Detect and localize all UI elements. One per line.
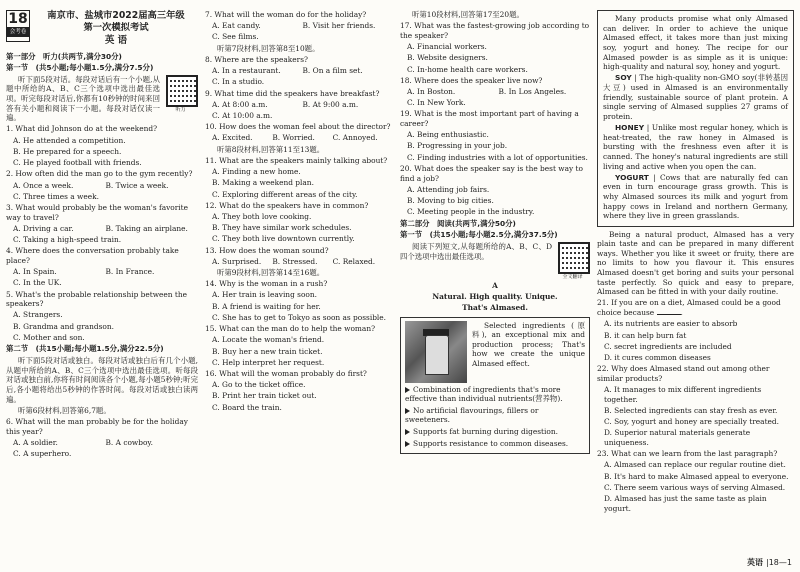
- ad-bullet-4-text: Supports resistance to common diseases.: [413, 438, 569, 448]
- option-19b: B. Progressing in your job.: [407, 141, 508, 151]
- question-1: 1. What did Johnson do at the weekend?: [6, 124, 158, 134]
- option-16c: C. Board the train.: [212, 402, 282, 412]
- footer-subject: 英语: [747, 557, 764, 567]
- option-5b: B. Grandma and grandson.: [13, 321, 114, 331]
- option-7b: B. Visit her friends.: [302, 21, 376, 31]
- option-2a: A. Once a week.: [13, 180, 74, 190]
- question-19: 19. What is the most important part of having a career?: [400, 109, 579, 128]
- option-10b: B. Worried.: [272, 133, 315, 143]
- exam-subtitle: 第一次模拟考试: [83, 22, 149, 34]
- question-3: 3. What would probably be the woman's favorite way to travel?: [6, 203, 188, 222]
- option-21c: C. secret ingredients are included: [604, 341, 732, 351]
- option-16a: A. Go to the ticket office.: [212, 380, 306, 390]
- option-11b: B. Making a weekend plan.: [212, 178, 314, 188]
- option-3c: C. Taking a high-speed train.: [13, 235, 122, 245]
- badge-number: 18: [8, 11, 28, 27]
- answer-blank: [657, 314, 681, 315]
- option-4a: A. In Spain.: [13, 267, 57, 277]
- exam-badge: [6, 10, 30, 42]
- option-8c: C. In a studio.: [212, 77, 265, 87]
- option-7c: C. See films.: [212, 32, 259, 42]
- passage-paragraph-2: Being a natural product, Almased has a very plain taste and can be prepared in many different ways. Whether you like it sweet or fruity, there are no limits to how you flavour it. This ensures Almased doesn't get boring and suits your personal taste perfectly. So quick and easy to prepare, Almased can be fitted in with your daily routine.: [597, 229, 794, 297]
- honey-tag: HONEY: [615, 123, 645, 133]
- option-4b: B. In France.: [105, 267, 155, 277]
- option-3b: B. Taking an airplane.: [105, 223, 188, 233]
- question-5: 5. What's the probable relationship between the speakers?: [6, 289, 188, 309]
- material-7-note: 听第7段材料,回答第8至10题。: [217, 43, 320, 53]
- option-4c: C. In the UK.: [13, 278, 62, 288]
- option-5c: C. Mother and son.: [13, 332, 85, 342]
- material-8-note: 听第8段材料,回答第11至13题。: [217, 144, 325, 154]
- page-footer: 英语 |18—1: [747, 557, 792, 567]
- part2-heading: 第二部分 阅读(共两节,满分50分): [400, 218, 516, 228]
- option-7a: A. Eat candy.: [212, 21, 261, 31]
- part1-heading: 第一部分 听力(共两节,满分30分): [6, 51, 122, 61]
- question-17: 17. What was the fastest-growing job according to the speaker?: [400, 21, 590, 40]
- material-6-note: 听第6段材料,回答第6,7题。: [18, 405, 111, 415]
- ad-title-2: That's Almased.: [462, 302, 528, 312]
- option-22a: A. It manages to mix different ingredients together.: [604, 385, 762, 404]
- question-23: 23. What can we learn from the last paragraph?: [597, 449, 778, 459]
- question-2: 2. How often did the man go to the gym recently?: [6, 169, 193, 179]
- question-16: 16. What will the woman probably do first?: [205, 369, 367, 378]
- option-6c: C. A superhero.: [13, 449, 72, 459]
- option-5a: A. Strangers.: [13, 310, 63, 320]
- option-12b: B. They have similar work schedules.: [212, 223, 352, 233]
- section1-heading: 第一节 (共5小题;每小题1.5分,满分7.5分): [6, 63, 154, 73]
- option-10c: C. Annoyed.: [332, 133, 378, 143]
- option-6b: B. A cowboy.: [105, 437, 153, 447]
- option-21b: B. it can help burn fat: [604, 330, 687, 340]
- option-15c: C. Help interpret her request.: [212, 357, 325, 367]
- option-1c: C. He played football with friends.: [13, 158, 142, 168]
- ad-bullet-3: [405, 427, 585, 437]
- option-19a: A. Being enthusiastic.: [407, 130, 489, 140]
- footer-page-number: 18—1: [768, 557, 792, 567]
- ad-bullet-4: [405, 439, 585, 449]
- jar-icon: [425, 335, 449, 375]
- badge-subtitle: 会考卷: [7, 27, 29, 37]
- option-8a: A. In a restaurant.: [212, 66, 281, 76]
- exam-header: [6, 10, 198, 48]
- honey-text: Unlike most regular honey, which is heat-treated, the raw honey in Almased is bursting with the freshness even after it is canned. The honey's natural ingredients are still living and active when you open the can.: [603, 123, 788, 171]
- option-9c: C. At 10:00 a.m.: [212, 110, 273, 120]
- yogurt-text: Cows that are naturally fed can even in turn encourage grass growth. This is why Almased sources its milk and yogurt from happy cows in Ireland and northern Germany, where they live in green grasslands.: [603, 172, 788, 221]
- part2-section1-heading: 第一节 (共15小题;每小题2.5分,满分37.5分): [400, 230, 558, 240]
- option-11a: A. Finding a new home.: [212, 167, 301, 177]
- option-18b: B. In Los Angeles.: [498, 86, 567, 96]
- bullet-arrow-icon: [405, 429, 410, 435]
- question-10: 10. How does the woman feel about the director?: [205, 122, 391, 132]
- honey-paragraph: HONEY | Unlike most regular honey, which is heat-treated, the raw honey in Almased is bursting with the freshness even after it is canned. The honey's natural ingredients are still living and active when you open the can.: [603, 123, 788, 171]
- ad-bullet-2: [405, 406, 585, 425]
- option-23b: B. It's hard to make Almased appeal to everyone.: [604, 471, 789, 481]
- material-10-note: 听第10段材料,回答第17至20题。: [412, 10, 524, 19]
- yogurt-paragraph: YOGURT | Cows that are naturally fed can even in turn encourage grass growth. This is why Almased sources its milk and yogurt from happy cows in Ireland and northern Germany, where they live in green grasslands.: [603, 172, 788, 221]
- bullet-arrow-icon: [405, 387, 410, 393]
- option-13b: B. Stressed.: [272, 256, 318, 266]
- option-13a: A. Surprised.: [212, 256, 262, 266]
- option-1b: B. He prepared for a speech.: [13, 146, 122, 156]
- option-16b: B. Print her train ticket out.: [212, 391, 317, 401]
- option-11c: C. Exploring different areas of the city.: [212, 189, 358, 199]
- column-4: [597, 10, 794, 515]
- question-8: 8. Where are the speakers?: [205, 54, 308, 64]
- question-13: 13. How does the woman sound?: [205, 245, 329, 255]
- section2-heading: 第二节 (共15小题;每小题1.5分,满分22.5分): [6, 344, 164, 354]
- option-1a: A. He attended a competition.: [13, 135, 126, 145]
- part2-instructions: 阅读下列短文,从每题所给的A、B、C、D四个选项中选出最佳选项。: [400, 242, 552, 261]
- question-22: 22. Why does Almased stand out among other similar products?: [597, 364, 770, 383]
- option-13c: C. Relaxed.: [332, 256, 376, 266]
- product-jar-image: [405, 321, 467, 383]
- ad-box: [400, 317, 590, 455]
- option-6a: A. A soldier.: [13, 437, 58, 447]
- column-1: [6, 10, 198, 460]
- option-18c: C. In New York.: [407, 98, 466, 108]
- question-12: 12. What do the speakers have in common?: [205, 200, 369, 210]
- option-23d: D. Almased has just the same taste as plain yogurt.: [604, 494, 767, 513]
- qr-caption: 听力: [175, 106, 186, 113]
- question-6: 6. What will the man probably be for the holiday this year?: [6, 417, 188, 436]
- question-14: 14. Why is the woman in a rush?: [205, 279, 328, 289]
- qr-code-icon[interactable]: [558, 242, 590, 274]
- qr-caption-2: 全文翻译: [562, 274, 583, 281]
- question-11: 11. What are the speakers mainly talking about?: [205, 155, 388, 165]
- question-15: 15. What can the man do to help the woman?: [205, 324, 376, 334]
- option-20a: A. Attending job fairs.: [407, 184, 490, 194]
- ad-bullet-1: [405, 385, 585, 404]
- question-9: 9. What time did the speakers have breakfast?: [205, 88, 380, 98]
- question-7: 7. What will the woman do for the holiday?: [205, 10, 367, 19]
- exam-subject: 英 语: [104, 35, 128, 47]
- option-15b: B. Buy her a new train ticket.: [212, 346, 323, 356]
- material-9-note: 听第9段材料,回答第14至16题。: [217, 268, 325, 278]
- ad-intro: Selected ingredients (原料), an exceptional mix and production process; That's how we create the unique Almased effect.: [472, 320, 585, 369]
- option-22d: D. Superior natural materials generate uniqueness.: [604, 428, 751, 447]
- option-2c: C. Three times a week.: [13, 191, 99, 201]
- option-3a: A. Driving a car.: [13, 223, 74, 233]
- section2-instructions: 听下面5段对话或独白。每段对话或独白后有几个小题,从题中所给的A、B、C三个选项中选出最佳选项。听每段对话或独白前,你将有时间阅读各个小题,每小题5秒钟;听完后,各小题将给出5秒钟的作答时间。每段对话或独白读两遍。: [6, 356, 198, 404]
- option-20b: B. Moving to big cities.: [407, 195, 494, 205]
- ad-bullet-1-text: Combination of ingredients that's more effective than individual nutrients(营养物).: [405, 384, 563, 404]
- option-18a: A. In Boston.: [407, 86, 456, 96]
- bullet-arrow-icon: [405, 441, 410, 447]
- question-18: 18. Where does the speaker live now?: [400, 75, 543, 85]
- column-2: [205, 10, 393, 414]
- option-2b: B. Twice a week.: [105, 180, 169, 190]
- soy-tag: SOY: [615, 73, 632, 83]
- option-14b: B. A friend is waiting for her.: [212, 301, 321, 311]
- option-17a: A. Financial workers.: [407, 42, 487, 52]
- option-12a: A. They both love cooking.: [212, 211, 312, 221]
- option-23a: A. Almased can replace our regular routine diet.: [604, 460, 786, 470]
- qr-block-2: [555, 242, 590, 281]
- bullet-arrow-icon: [405, 408, 410, 414]
- soy-text: The high-quality non-GMO soy(非转基因大豆) used in Almased is an environmentally friendly, sustainable source of plant protein. A single serving of Almased supplies 27 grams of protein.: [603, 73, 788, 121]
- question-4: 4. Where does the conversation probably take place?: [6, 246, 179, 265]
- option-22b: B. Selected ingredients can stay fresh as ever.: [604, 405, 778, 415]
- option-17c: C. In-home health care workers.: [407, 64, 528, 74]
- option-14c: C. She has to get to Tokyo as soon as possible.: [212, 312, 387, 322]
- option-21d: D. it cures common diseases: [604, 352, 711, 362]
- ad-bullet-2-text: No artificial flavourings, fillers or sweeteners.: [405, 405, 539, 425]
- qr-block: [163, 75, 198, 114]
- ad-title-1: Natural. High quality. Unique.: [432, 291, 558, 301]
- option-8b: B. On a film set.: [302, 66, 363, 76]
- question-20: 20. What does the speaker say is the best way to find a job?: [400, 163, 583, 183]
- passage-letter: A: [492, 280, 498, 290]
- option-23c: C. There seem various ways of serving Almased.: [604, 482, 786, 492]
- option-21a: A. its nutrients are easier to absorb: [604, 319, 738, 329]
- option-20c: C. Meeting people in the industry.: [407, 207, 535, 217]
- option-14a: A. Her train is leaving soon.: [212, 290, 317, 300]
- column-3: [400, 10, 590, 454]
- option-12c: C. They both live downtown currently.: [212, 234, 355, 244]
- qr-code-icon[interactable]: [166, 75, 198, 107]
- section1-instructions: 听下面5段对话。每段对话后有一个小题,从题中所给的A、B、C三个选项中选出最佳选项。听完每段对话后,你都有10秒钟的时间来回答有关小题和阅读下一小题。每段对话仅读一遍。: [6, 74, 160, 123]
- question-21: 21. If you are on a diet, Almased could be a good choice because .: [597, 298, 781, 318]
- exam-titles: [34, 10, 198, 48]
- soy-paragraph: SOY | The high-quality non-GMO soy(非转基因大豆) used in Almased is an environmentally friendly, sustainable source of plant protein. A single serving of Almased supplies 27 grams of protein.: [603, 73, 788, 121]
- ad-bullet-3-text: Supports fat burning during digestion.: [413, 427, 558, 437]
- option-9b: B. At 9:00 a.m.: [302, 99, 359, 109]
- box-intro: Many products promise what only Almased can deliver. In order to achieve the unique Almased effect, it takes more than just mixing soy, yogurt and honey. The recipe for our Almased powder is as simple as it is unique: high-quality and natural soy, honey and yogurt.: [603, 14, 788, 72]
- option-22c: C. Soy, yogurt and honey are specially treated.: [604, 417, 780, 427]
- yogurt-tag: YOGURT: [615, 172, 649, 182]
- ingredient-box: [597, 10, 794, 227]
- option-15a: A. Locate the woman's friend.: [212, 335, 325, 345]
- option-19c: C. Finding industries with a lot of opportunities.: [407, 152, 588, 162]
- exam-title: 南京市、盐城市2022届高三年级: [47, 10, 185, 21]
- option-9a: A. At 8:00 a.m.: [212, 99, 268, 109]
- option-17b: B. Website designers.: [407, 53, 488, 63]
- option-10a: A. Excited.: [212, 133, 253, 143]
